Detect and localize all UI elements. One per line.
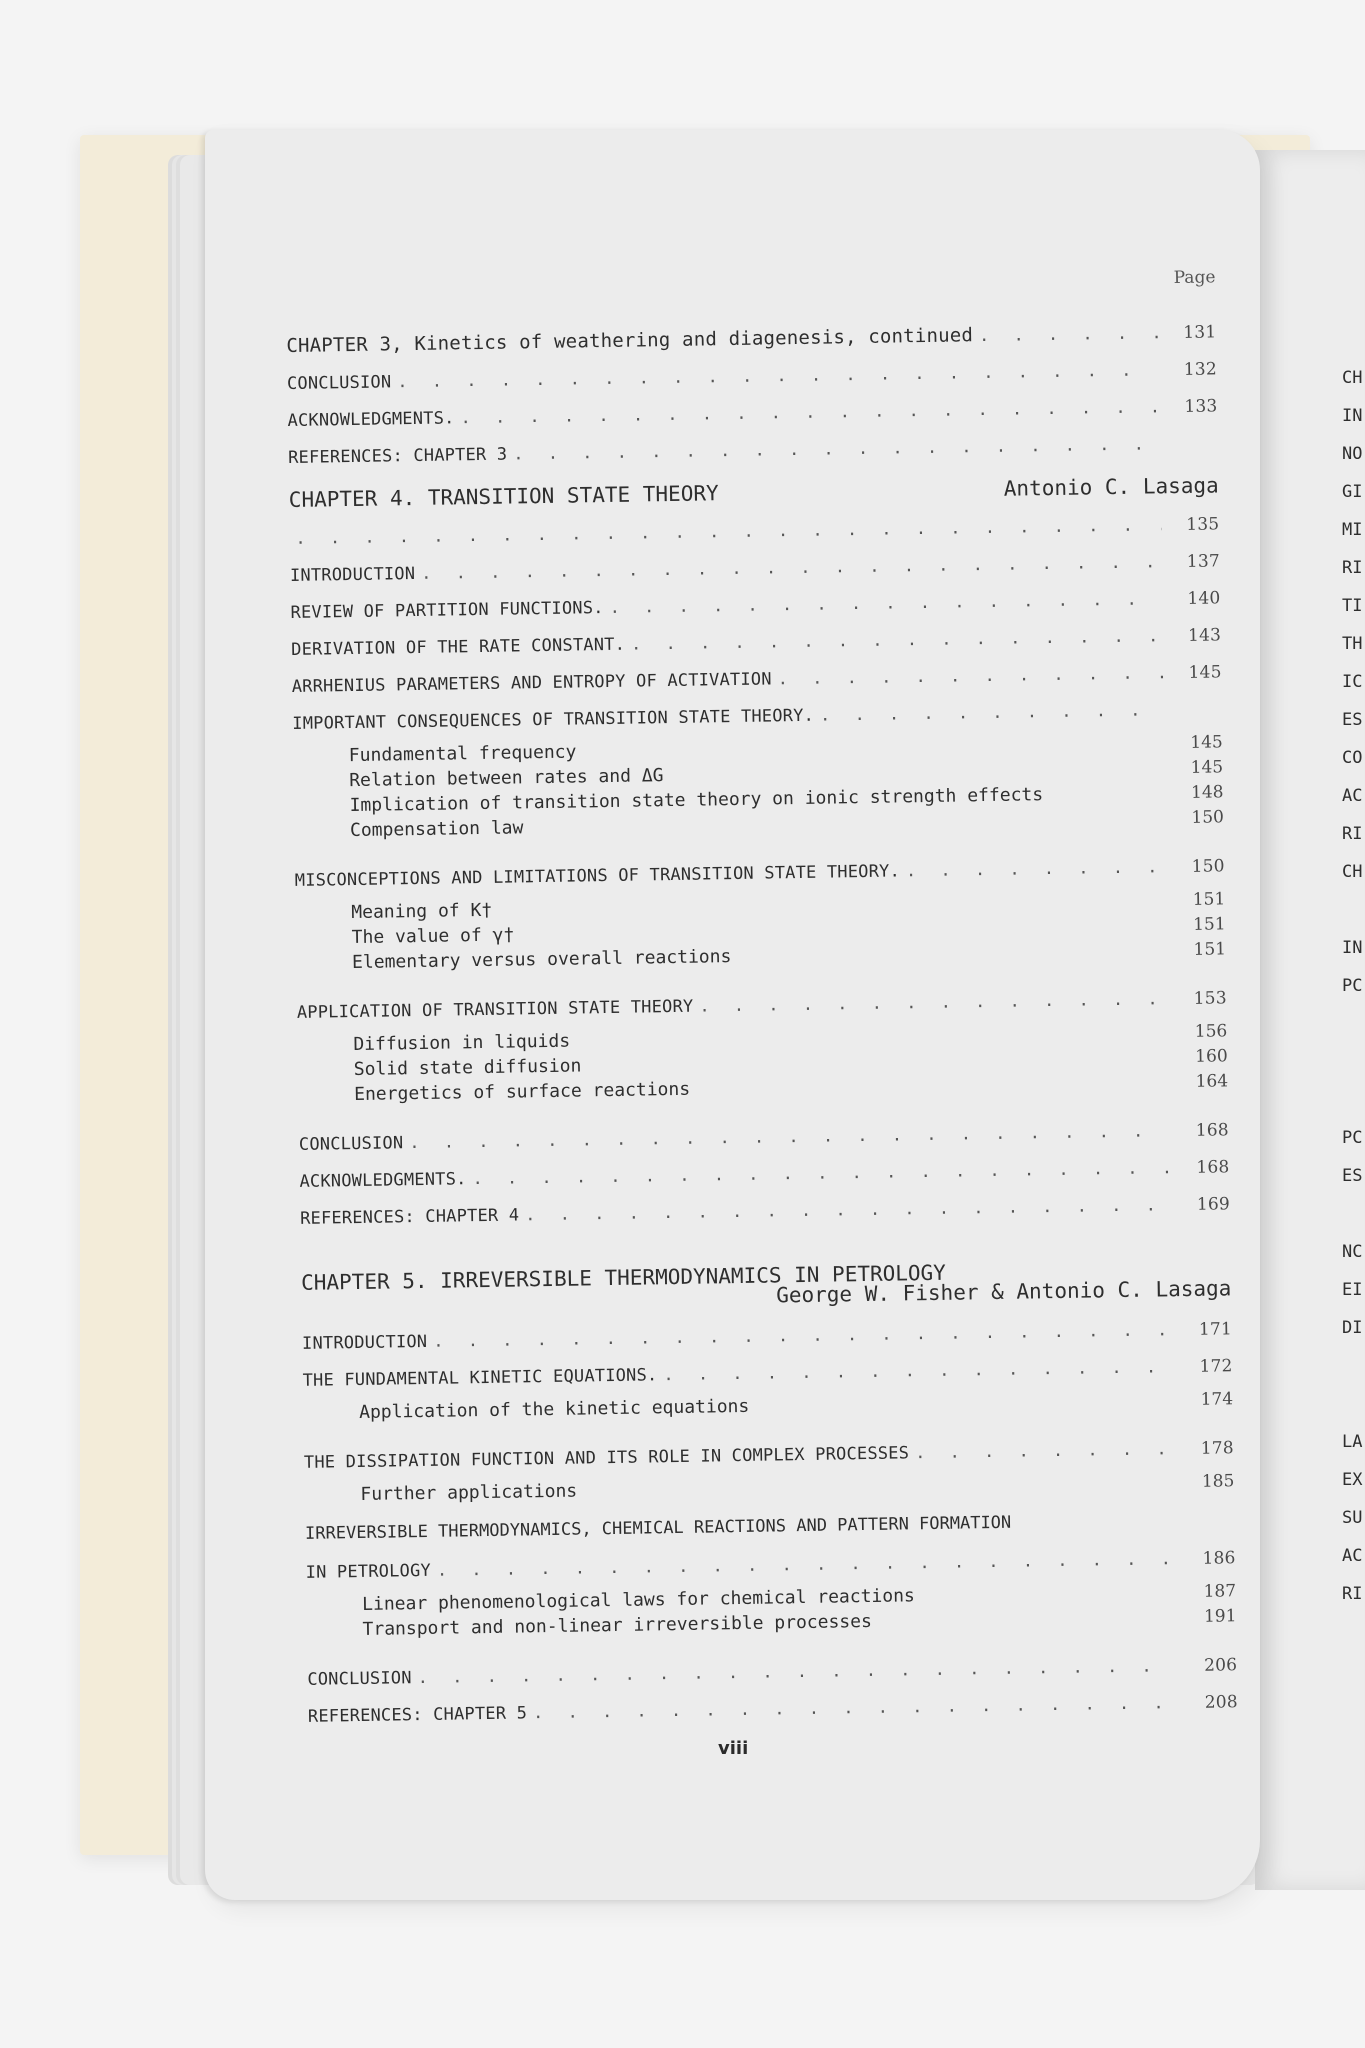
entry-label: MISCONCEPTIONS AND LIMITATIONS OF TRANSITION STATE THEORY. [294,861,901,891]
toc-subentry [359,1384,1233,1423]
page-number: 156 [1194,1021,1228,1042]
page-number: 143 [1187,625,1222,646]
dissipation-entry [304,1421,1234,1473]
page-number: 168 [1196,1157,1230,1178]
facing-page-text [1342,370,1362,1624]
table-of-contents [286,267,1238,1727]
facing-page-fragment: ES [1342,1166,1363,1186]
subentry-label: Meaning of K† [351,899,493,924]
page-folio: viii [718,1738,749,1759]
entry-label: DERIVATION OF THE RATE CONSTANT. [291,634,626,660]
leader-dots [437,1549,1178,1581]
page-number: 178 [1200,1438,1234,1459]
facing-page-fragment: IN [1342,406,1363,426]
chapter-4-author: Antonio C. Lasaga [1003,473,1219,501]
page-number: 132 [1183,359,1218,380]
page-number: 153 [1193,988,1227,1009]
entry-label: IMPORTANT CONSEQUENCES OF TRANSITION STATE THEORY. [292,705,815,734]
facing-page-fragment [1342,902,1362,940]
facing-page-fragment: MI [1342,520,1363,540]
page-number: 164 [1195,1071,1229,1092]
chapter-5-author: George W. Fisher & Antonio C. Lasaga [776,1276,1232,1308]
page-number: 131 [1183,322,1217,343]
facing-page-fragment: EI [1342,1280,1363,1300]
chapter-5-entries [302,1302,1233,1391]
entry-label: REFERENCES: CHAPTER 4 [299,1205,520,1229]
chapter-3-entries [287,342,1219,468]
page-number: 137 [1186,551,1221,572]
facing-page-fragment: PC [1342,1128,1363,1148]
page-number: 160 [1195,1046,1228,1067]
leader-dots [663,1357,1174,1385]
facing-page-fragment: CH [1342,862,1363,882]
facing-page-fragment: IN [1342,938,1363,958]
subentry-label: Further applications [360,1480,578,1505]
chapter-4-entries [290,534,1223,734]
facing-page-fragment: CO [1342,748,1363,768]
facing-page-fragment: GI [1342,482,1363,502]
entry-label: ACKNOWLEDGMENTS. [287,408,455,431]
facing-page-fragment [1342,1054,1362,1092]
toc-subentry [360,1466,1234,1505]
subentry-label: Linear phenomenological laws for chemical reactions [362,1585,915,1615]
facing-page-fragment: IC [1342,672,1363,692]
chapter-4-title: CHAPTER 4. TRANSITION STATE THEORY [288,481,719,512]
facing-page-fragment: NO [1342,444,1363,464]
facing-page-fragment: AC [1342,786,1363,806]
irreversible-subsections [306,1576,1237,1641]
facing-page-fragment: TI [1342,596,1363,616]
facing-page-fragment: TH [1342,634,1363,654]
page-number: 187 [1203,1581,1237,1602]
chapter-5-title: CHAPTER 5. IRREVERSIBLE THERMODYNAMICS IN PETROLOGY [300,1260,947,1295]
leader-dots [915,1439,1176,1463]
facing-page-fragment: EX [1342,1470,1363,1490]
facing-page-fragment [1342,1016,1362,1054]
entry-label: CONCLUSION [286,372,392,394]
page-number: 145 [1190,732,1223,753]
page-number: 145 [1188,662,1222,683]
chapter-4-closing-entries [299,1103,1231,1229]
page-number: 191 [1203,1606,1237,1627]
entry-label: CONCLUSION [298,1133,404,1155]
consequences-subsections [293,727,1224,842]
chapter-5-closing-entries [307,1638,1238,1727]
subentry-label: Compensation law [349,817,524,842]
page-number: 140 [1187,588,1221,609]
facing-page-fragment [1342,1092,1362,1130]
facing-page-fragment [1342,1396,1362,1434]
facing-page-fragment: RI [1342,1584,1363,1604]
entry-label-line-1: IRREVERSIBLE THERMODYNAMICS, CHEMICAL REACTIONS AND PATTERN FORMATION [304,1512,1012,1544]
page-number: 185 [1201,1471,1235,1492]
entry-label: REVIEW OF PARTITION FUNCTIONS. [290,598,604,623]
facing-page-fragment: RI [1342,824,1363,844]
page-number: 145 [1190,757,1224,778]
subentry-label: Transport and non-linear irreversible processes [362,1610,873,1640]
page-number: 151 [1193,914,1226,935]
subentry-label: Solid state diffusion [353,1055,582,1081]
entry-label: INTRODUCTION [289,564,416,586]
leader-dots [979,323,1159,346]
facing-page-fragment: LA [1342,1432,1363,1452]
leader-dots [906,857,1167,881]
page-column-header: Page [1173,267,1216,289]
entry-label: REFERENCES: CHAPTER 3 [288,444,508,468]
page-number: 148 [1190,782,1224,803]
subentry-label: Energetics of surface reactions [354,1078,691,1106]
entry-label: THE DISSIPATION FUNCTION AND ITS ROLE IN COMPLEX PROCESSES [303,1443,910,1473]
subentry-label: Implication of transition state theory on ionic strength effects [349,784,1044,817]
page-number: 150 [1191,856,1225,877]
facing-page-fragment: NC [1342,1242,1363,1262]
page-number: 206 [1204,1655,1238,1676]
kinetic-subsections [303,1384,1233,1424]
entry-label: INTRODUCTION [301,1331,428,1354]
facing-page-fragment: ES [1342,710,1363,730]
page-number: 208 [1204,1692,1238,1713]
subentry-label: Diffusion in liquids [353,1030,571,1056]
page-number: 171 [1198,1319,1233,1340]
facing-page-fragment [1342,1358,1362,1396]
page-number: 150 [1191,807,1225,828]
application-entry [296,971,1226,1023]
facing-page-fragment: AC [1342,1546,1363,1566]
dissipation-subsections [304,1466,1234,1506]
subentry-label: Fundamental frequency [348,741,577,767]
leader-dots [820,700,1165,725]
subentry-label: Application of the kinetic equations [359,1395,750,1423]
misconceptions-entry [294,839,1224,891]
entry-label: REFERENCES: CHAPTER 5 [307,1703,528,1727]
subentry-label: Relation between rates and ΔG [349,765,664,792]
leader-dots [699,989,1169,1016]
page-number: 169 [1196,1194,1231,1215]
page-number [1174,719,1222,720]
facing-page-fragment: SU [1342,1508,1363,1528]
entry-label-line-2: IN PETROLOGY [305,1560,432,1583]
page-number: 135 [1186,514,1220,535]
page-number: 133 [1184,396,1218,417]
page-number: 151 [1192,889,1226,910]
subentry-label: Elementary versus overall reactions [351,946,732,974]
entry-label: APPLICATION OF TRANSITION STATE THEORY [296,996,694,1023]
application-subsections [297,1016,1228,1106]
misconceptions-subsections [295,884,1226,974]
irreversible-entry [305,1503,1236,1583]
entry-label: ACKNOWLEDGMENTS. [299,1169,467,1192]
page-number: 186 [1202,1548,1236,1569]
page-number: 174 [1200,1389,1234,1410]
entry-label: THE FUNDAMENTAL KINETIC EQUATIONS. [302,1365,658,1391]
facing-page-fragment: DI [1342,1318,1363,1338]
subentry-label: The value of γ† [351,924,515,949]
entry-label: CONCLUSION [307,1668,412,1690]
facing-page-fragment: RI [1342,558,1363,578]
entry-label: ARRHENIUS PARAMETERS AND ENTROPY OF ACTIVATION [291,669,772,697]
chapter-3-title: CHAPTER 3, Kinetics of weathering and diagenesis, continued [286,324,974,357]
page-number: 172 [1199,1356,1233,1377]
facing-page-fragment: CH [1342,368,1363,388]
facing-page-fragment [1342,1206,1362,1244]
page-number: 168 [1195,1120,1230,1141]
page-number [1170,453,1218,454]
page-number: 151 [1193,939,1227,960]
facing-page-fragment: PC [1342,976,1363,996]
